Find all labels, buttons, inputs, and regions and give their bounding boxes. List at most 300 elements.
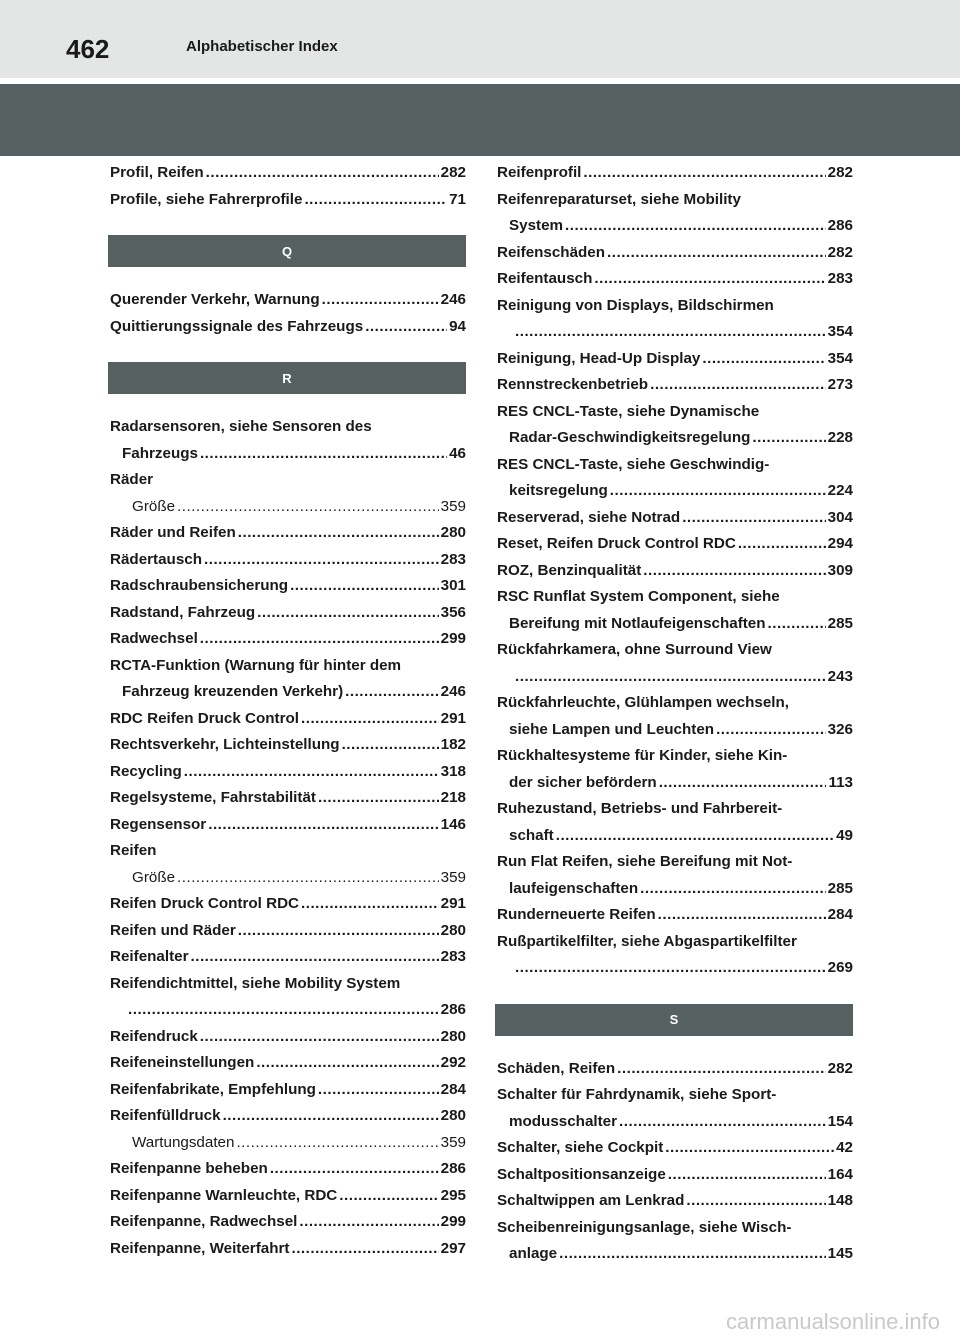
leader-dots — [659, 770, 827, 797]
page-reference: 309 — [827, 561, 853, 579]
entry-line — [110, 187, 466, 214]
entry-line — [497, 1109, 853, 1136]
page-reference: 283 — [440, 550, 466, 568]
entry-line — [110, 679, 466, 706]
page-reference: 291 — [440, 709, 466, 727]
page-reference: 318 — [440, 762, 466, 780]
entry-text: Reifendichtmittel, siehe Mobility System — [110, 974, 401, 992]
page-reference: 299 — [440, 1213, 466, 1230]
entry-text: Reifenpanne, Weiterfahrt — [110, 1239, 290, 1257]
page-reference: 246 — [440, 291, 466, 308]
leader-dots — [301, 891, 439, 918]
entry-text: Reifenprofil — [497, 164, 582, 181]
page-reference: 182 — [440, 736, 466, 753]
leader-dots — [177, 865, 439, 892]
page-reference: 164 — [827, 1165, 853, 1183]
index-entry — [497, 1188, 853, 1215]
index-entry — [110, 653, 466, 706]
page-reference: 359 — [440, 868, 466, 886]
page-reference: 286 — [440, 1160, 466, 1177]
index-entry — [497, 584, 853, 637]
index-entry — [110, 187, 466, 214]
page-header — [0, 0, 960, 78]
entry-line — [110, 759, 466, 786]
page-reference: 148 — [827, 1192, 853, 1209]
leader-dots — [191, 944, 439, 971]
entry-line — [110, 414, 466, 441]
letter-divider: S — [495, 1004, 853, 1036]
entry-text: Quittierungssignale des Fahrzeugs — [110, 317, 364, 335]
index-entry — [110, 414, 466, 467]
entry-line — [497, 876, 853, 903]
entry-line — [497, 240, 853, 267]
index-entry — [110, 1077, 466, 1104]
entry-line — [110, 520, 466, 547]
page-reference: 284 — [827, 906, 853, 923]
leader-dots — [650, 372, 826, 399]
entry-text: Profile, siehe Fahrerprofile — [110, 190, 303, 208]
entry-line — [497, 611, 853, 638]
entry-line — [497, 717, 853, 744]
page-reference: 354 — [827, 323, 853, 340]
entry-text: siehe Lampen und Leuchten — [509, 720, 715, 738]
entry-line — [497, 160, 853, 187]
entry-line — [110, 891, 466, 918]
entry-text: Reifentausch — [497, 270, 593, 287]
leader-dots — [177, 494, 439, 521]
entry-line — [110, 1236, 466, 1263]
leader-dots — [607, 240, 826, 267]
entry-line — [110, 1183, 466, 1210]
page-reference: 282 — [440, 164, 466, 181]
index-entry — [497, 1215, 853, 1268]
page-reference: 113 — [828, 773, 853, 791]
page-reference: 286 — [440, 1001, 466, 1018]
index-entry — [110, 547, 466, 574]
page-reference: 280 — [440, 1027, 466, 1045]
leader-dots — [291, 1236, 438, 1263]
section-title: Alphabetischer Index — [186, 38, 338, 55]
entry-text: Schäden, Reifen — [497, 1059, 616, 1077]
index-entry — [110, 944, 466, 971]
page-reference: 354 — [827, 349, 853, 367]
header-band — [0, 84, 960, 156]
entry-line — [132, 1130, 466, 1157]
leader-dots — [128, 997, 439, 1024]
entry-text: Fahrzeug kreuzenden Verkehr) — [122, 683, 344, 700]
entry-line — [110, 626, 466, 653]
entry-line — [110, 1103, 466, 1130]
entry-text: Recycling — [110, 762, 182, 780]
leader-dots — [643, 558, 825, 585]
letter-divider: R — [108, 362, 466, 394]
leader-dots — [515, 319, 826, 346]
leader-dots — [716, 717, 826, 744]
leader-dots — [257, 600, 439, 627]
leader-dots — [752, 425, 825, 452]
entry-text: Räder — [110, 471, 154, 488]
entry-text: Reifen und Räder — [110, 921, 236, 939]
entry-line — [132, 865, 466, 892]
leader-dots — [610, 478, 826, 505]
index-entry — [110, 971, 466, 1024]
index-entry — [497, 929, 853, 982]
index-entry — [497, 849, 853, 902]
entry-text: Bereifung mit Notlaufeigenschaften — [509, 614, 766, 632]
entry-text: anlage — [509, 1245, 558, 1262]
leader-dots — [223, 1103, 439, 1130]
leader-dots — [200, 1024, 439, 1051]
leader-dots — [556, 823, 834, 850]
entry-text: Profil, Reifen — [110, 164, 204, 181]
index-entry — [497, 160, 853, 187]
index-entry — [110, 573, 466, 600]
entry-text: Größe — [132, 868, 176, 886]
index-entry — [110, 838, 466, 865]
leader-dots — [318, 1077, 439, 1104]
entry-line — [497, 1215, 853, 1242]
entry-text: System — [509, 217, 564, 234]
entry-line — [110, 732, 466, 759]
entry-line — [110, 838, 466, 865]
entry-text: Reifenreparaturset, siehe Mobility — [497, 190, 741, 208]
index-subentry — [110, 494, 466, 521]
page-reference: 145 — [827, 1245, 853, 1262]
entry-line — [497, 1056, 853, 1083]
entry-line — [110, 1077, 466, 1104]
leader-dots — [515, 955, 826, 982]
leader-dots — [559, 1241, 826, 1268]
watermark: carmanualsonline.info — [725, 1309, 940, 1334]
entry-text: Reinigung von Displays, Bildschirmen — [497, 296, 774, 314]
entry-line — [110, 287, 466, 314]
index-entry — [110, 891, 466, 918]
leader-dots — [208, 812, 438, 839]
entry-text: Rechtsverkehr, Lichteinstellung — [110, 736, 340, 753]
entry-text: Wartungsdaten — [132, 1133, 235, 1151]
entry-text: Rückfahrleuchte, Glühlampen wechseln, — [497, 694, 790, 711]
entry-line — [110, 706, 466, 733]
page-reference: 285 — [827, 614, 853, 632]
index-entry — [497, 452, 853, 505]
index-entry — [110, 1024, 466, 1051]
leader-dots — [200, 441, 447, 468]
index-entry — [497, 372, 853, 399]
entry-line — [497, 1135, 853, 1162]
entry-line — [497, 213, 853, 240]
leader-dots — [238, 520, 439, 547]
index-subentry — [110, 1130, 466, 1157]
leader-dots — [594, 266, 825, 293]
index-entry — [497, 187, 853, 240]
entry-text: Rückfahrkamera, ohne Surround View — [497, 641, 772, 658]
entry-text: Run Flat Reifen, siehe Bereifung mit Not- — [497, 853, 793, 870]
entry-text: keitsregelung — [509, 482, 608, 499]
page-reference: 295 — [440, 1186, 466, 1204]
page-reference: 284 — [440, 1080, 466, 1098]
index-column-left — [110, 160, 466, 1262]
entry-text: RES CNCL-Taste, siehe Geschwindig- — [497, 455, 770, 473]
index-entry — [110, 1156, 466, 1183]
page-reference: 297 — [440, 1239, 466, 1257]
index-entry — [497, 1056, 853, 1083]
leader-dots — [702, 346, 825, 373]
index-entry — [497, 558, 853, 585]
index-entry — [110, 732, 466, 759]
entry-line — [110, 600, 466, 627]
page-reference: 246 — [440, 683, 466, 700]
index-entry — [497, 240, 853, 267]
leader-dots — [682, 505, 825, 532]
index-subentry — [110, 865, 466, 892]
entry-line — [497, 399, 853, 426]
leader-dots — [256, 1050, 438, 1077]
leader-dots — [304, 187, 447, 214]
leader-dots — [290, 573, 439, 600]
entry-text: Radar-Geschwindigkeitsregelung — [509, 429, 751, 446]
entry-text: RCTA-Funktion (Warnung für hinter dem — [110, 656, 402, 674]
entry-text: Radarsensoren, siehe Sensoren des — [110, 418, 372, 435]
entry-text: Schaltwippen am Lenkrad — [497, 1192, 685, 1209]
entry-text: RES CNCL-Taste, siehe Dynamische — [497, 402, 760, 420]
leader-dots — [668, 1162, 826, 1189]
leader-dots — [617, 1056, 826, 1083]
entry-text: RDC Reifen Druck Control — [110, 709, 300, 727]
index-entry — [110, 706, 466, 733]
entry-text: Reset, Reifen Druck Control RDC — [497, 535, 736, 552]
entry-line — [110, 971, 466, 998]
index-entry — [497, 743, 853, 796]
entry-text: Runderneuerte Reifen — [497, 906, 656, 923]
entry-line — [497, 346, 853, 373]
leader-dots — [658, 902, 826, 929]
entry-text: Ruhezustand, Betriebs- und Fahrbereit- — [497, 800, 783, 817]
entry-line — [497, 584, 853, 611]
index-entry — [497, 1082, 853, 1135]
leader-dots — [686, 1188, 825, 1215]
entry-line — [497, 664, 853, 691]
index-entry — [497, 902, 853, 929]
page-reference: 46 — [449, 444, 466, 462]
entry-text: Regensensor — [110, 815, 207, 833]
entry-line — [110, 160, 466, 187]
entry-text: Rennstreckenbetrieb — [497, 376, 649, 393]
leader-dots — [339, 1183, 438, 1210]
index-entry — [497, 1135, 853, 1162]
entry-text: Reifenschäden — [497, 243, 606, 261]
page-reference: 280 — [440, 524, 466, 541]
page-reference: 283 — [440, 948, 466, 965]
leader-dots — [184, 759, 439, 786]
entry-line — [110, 785, 466, 812]
entry-line — [497, 531, 853, 558]
page-reference: 282 — [827, 164, 853, 181]
leader-dots — [204, 547, 439, 574]
index-entry — [110, 1050, 466, 1077]
entry-line — [110, 441, 466, 468]
entry-text: Reifenfülldruck — [110, 1107, 221, 1124]
index-entry — [110, 600, 466, 627]
page-reference: 280 — [440, 921, 466, 939]
leader-dots — [665, 1135, 834, 1162]
index-entry — [110, 759, 466, 786]
page-reference: 304 — [827, 508, 853, 526]
page-reference: 269 — [827, 959, 853, 976]
entry-line — [497, 1241, 853, 1268]
index-entry — [497, 796, 853, 849]
leader-dots — [318, 785, 439, 812]
entry-line — [497, 1082, 853, 1109]
page-reference: 154 — [827, 1112, 853, 1130]
leader-dots — [236, 1130, 438, 1157]
entry-line — [497, 823, 853, 850]
leader-dots — [270, 1156, 439, 1183]
entry-text: Radschraubensicherung — [110, 577, 289, 594]
leader-dots — [200, 626, 439, 653]
entry-text: laufeigenschaften — [509, 879, 639, 897]
leader-dots — [299, 1209, 438, 1236]
page-reference: 294 — [827, 535, 853, 552]
leader-dots — [322, 287, 439, 314]
entry-text: Querender Verkehr, Warnung — [110, 291, 320, 308]
entry-text: Reserverad, siehe Notrad — [497, 508, 681, 526]
index-entry — [110, 918, 466, 945]
page-reference: 292 — [440, 1054, 466, 1071]
entry-line — [110, 467, 466, 494]
leader-dots — [345, 679, 439, 706]
entry-line — [497, 770, 853, 797]
entry-text: Schalter für Fahrdynamik, siehe Sport- — [497, 1086, 777, 1103]
entry-line — [497, 505, 853, 532]
page-reference: 285 — [827, 879, 853, 897]
index-entry — [497, 505, 853, 532]
index-entry — [110, 1103, 466, 1130]
entry-line — [110, 653, 466, 680]
leader-dots — [738, 531, 826, 558]
entry-line — [110, 314, 466, 341]
index-entry — [110, 626, 466, 653]
entry-text: Schaltpositionsanzeige — [497, 1165, 666, 1183]
index-column-right — [497, 160, 853, 1268]
index-entry — [110, 812, 466, 839]
page-reference: 286 — [827, 217, 853, 234]
entry-line — [132, 494, 466, 521]
entry-text: Fahrzeugs — [122, 444, 198, 462]
letter-divider: Q — [108, 235, 466, 267]
entry-text: Größe — [132, 497, 176, 515]
entry-line — [497, 187, 853, 214]
page-reference: 282 — [827, 1059, 853, 1077]
entry-text: Regelsysteme, Fahrstabilität — [110, 789, 316, 806]
page-reference: 280 — [440, 1107, 466, 1124]
entry-line — [110, 547, 466, 574]
index-entry — [497, 1162, 853, 1189]
leader-dots — [640, 876, 826, 903]
entry-line — [110, 573, 466, 600]
page-reference: 243 — [827, 667, 853, 685]
page-reference: 42 — [836, 1139, 853, 1156]
entry-line — [497, 1188, 853, 1215]
page-reference: 224 — [827, 482, 853, 499]
entry-text: Reifeneinstellungen — [110, 1054, 255, 1071]
index-entry — [110, 785, 466, 812]
page-reference: 218 — [440, 789, 466, 806]
entry-text: Reifenfabrikate, Empfehlung — [110, 1080, 316, 1098]
leader-dots — [768, 611, 826, 638]
leader-dots — [342, 732, 439, 759]
leader-dots — [206, 160, 439, 187]
entry-line — [110, 997, 466, 1024]
page-reference: 146 — [440, 815, 466, 833]
entry-text: Räder und Reifen — [110, 524, 236, 541]
leader-dots — [515, 664, 826, 691]
entry-line — [497, 558, 853, 585]
entry-line — [497, 478, 853, 505]
entry-line — [497, 796, 853, 823]
page-reference: 283 — [827, 270, 853, 287]
index-entry — [110, 1236, 466, 1263]
entry-line — [497, 637, 853, 664]
leader-dots — [619, 1109, 826, 1136]
entry-line — [497, 266, 853, 293]
index-entry — [497, 637, 853, 690]
entry-line — [497, 319, 853, 346]
leader-dots — [238, 918, 439, 945]
index-entry — [497, 293, 853, 346]
entry-text: RSC Runflat System Component, siehe — [497, 588, 780, 605]
entry-text: Reifen Druck Control RDC — [110, 895, 300, 912]
entry-text: Reifen — [110, 842, 157, 859]
entry-line — [497, 293, 853, 320]
entry-line — [497, 690, 853, 717]
entry-text: Reifendruck — [110, 1027, 198, 1045]
page-reference: 359 — [440, 1133, 466, 1151]
page-reference: 301 — [440, 577, 466, 594]
index-entry — [497, 690, 853, 743]
page-reference: 71 — [449, 190, 466, 208]
entry-line — [497, 955, 853, 982]
index-entry — [497, 266, 853, 293]
index-entry — [497, 399, 853, 452]
entry-text: Reifenpanne, Radwechsel — [110, 1213, 298, 1230]
page-number: 462 — [66, 34, 110, 64]
entry-text: Reinigung, Head-Up Display — [497, 349, 701, 367]
entry-line — [497, 929, 853, 956]
entry-line — [110, 1024, 466, 1051]
page-reference: 282 — [827, 243, 853, 261]
entry-text: Schalter, siehe Cockpit — [497, 1139, 664, 1156]
entry-line — [110, 812, 466, 839]
page-reference: 356 — [440, 603, 466, 621]
entry-line — [110, 1156, 466, 1183]
page-reference: 94 — [449, 317, 466, 335]
entry-text: Reifenalter — [110, 948, 189, 965]
index-entry — [110, 520, 466, 547]
page-reference: 291 — [440, 895, 466, 912]
entry-line — [497, 425, 853, 452]
entry-text: Rückhaltesysteme für Kinder, siehe Kin- — [497, 747, 788, 764]
leader-dots — [301, 706, 439, 733]
entry-line — [497, 372, 853, 399]
entry-line — [497, 849, 853, 876]
leader-dots — [365, 314, 447, 341]
entry-line — [497, 452, 853, 479]
entry-text: Radwechsel — [110, 630, 198, 647]
entry-line — [110, 944, 466, 971]
page-reference: 326 — [827, 720, 853, 738]
entry-line — [110, 1209, 466, 1236]
index-entry — [497, 346, 853, 373]
